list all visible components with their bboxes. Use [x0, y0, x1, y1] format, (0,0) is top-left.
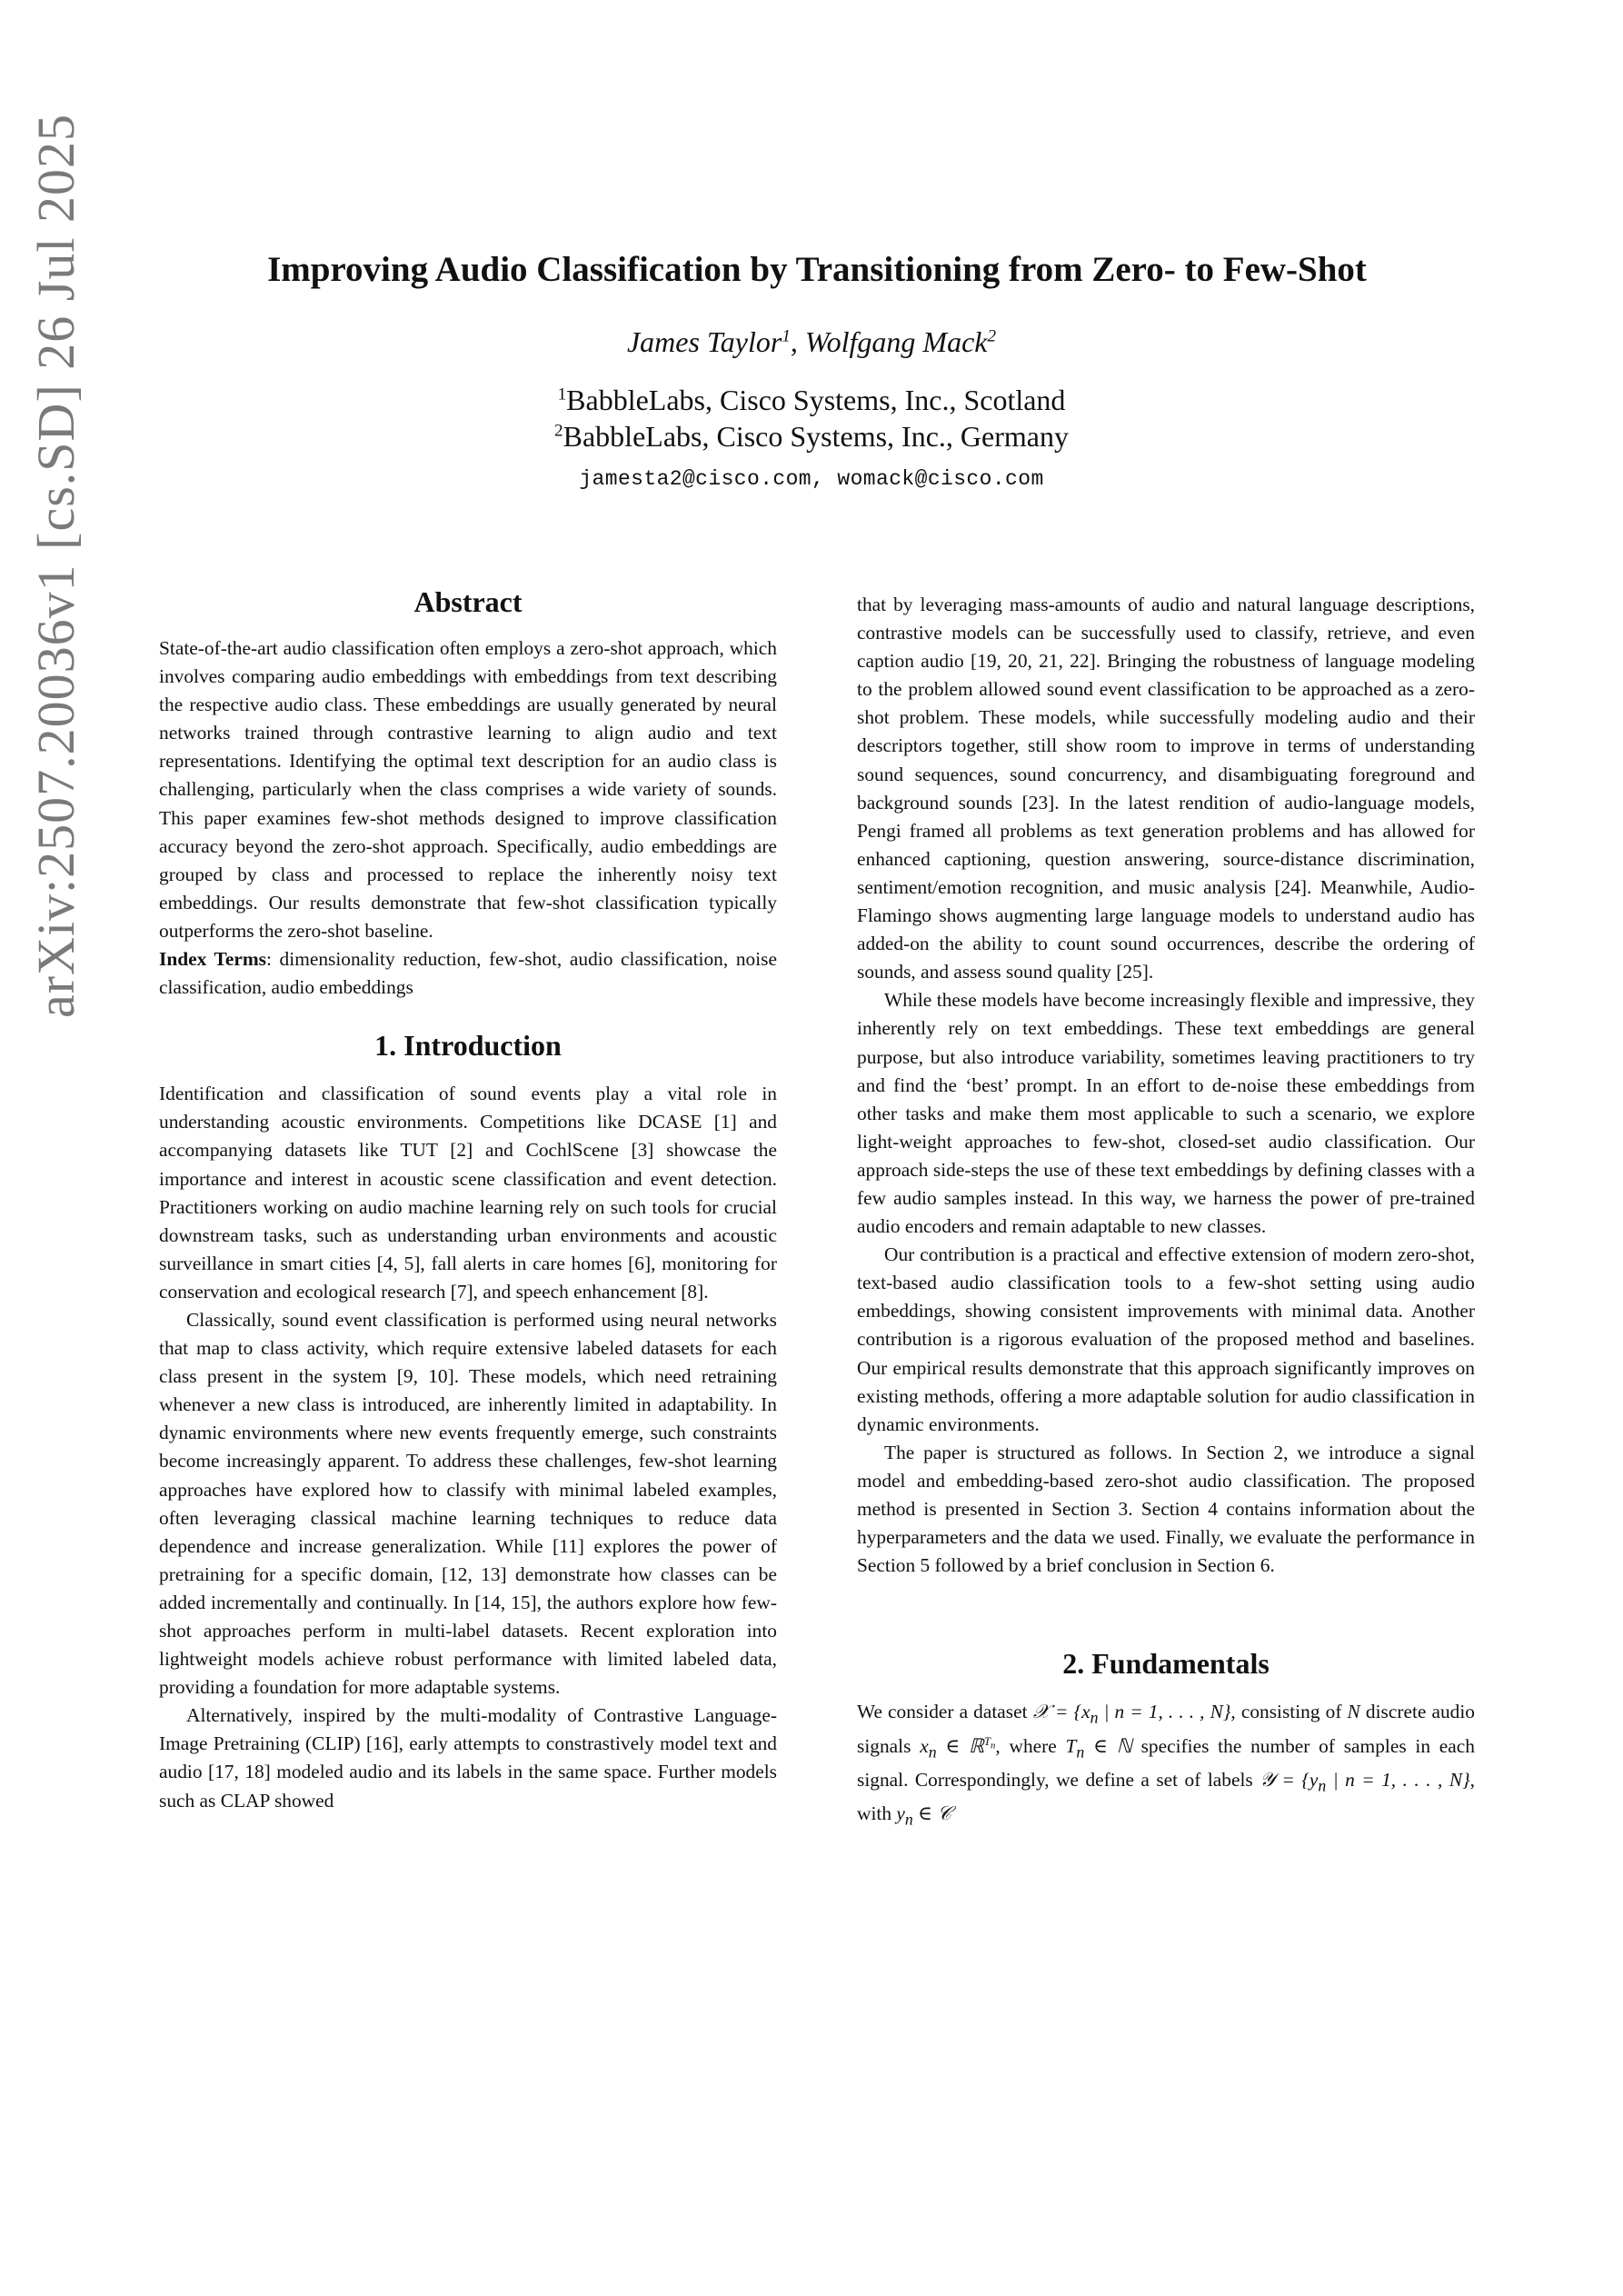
- math-expression: [920, 1734, 996, 1761]
- affiliation-mark: 2: [554, 421, 563, 441]
- math-subscript: n: [1076, 1742, 1085, 1761]
- author-name: Wolfgang Mack: [804, 325, 988, 358]
- affiliation-text: BabbleLabs, Cisco Systems, Inc., Germany: [563, 420, 1069, 453]
- index-terms-label: Index Terms: [159, 948, 266, 971]
- author-list: [0, 324, 1623, 360]
- text-run: , with: [857, 1769, 1475, 1825]
- math-part: ∈ ℝ: [936, 1734, 984, 1757]
- math-expression: [1032, 1701, 1231, 1727]
- text-run: specifies the number of samples in each signal. Correspondingly, we define a set of labels: [857, 1734, 1475, 1792]
- paragraph: [857, 1698, 1475, 1834]
- section-heading-introduction: 1. Introduction: [374, 1029, 562, 1063]
- index-terms-text: : dimensionality reduction, few-shot, audio classification, noise classification, audio embeddings: [159, 948, 778, 999]
- text-run: We consider a dataset: [857, 1701, 1033, 1723]
- author-emails: jamesta2@cisco.com, womack@cisco.com: [579, 467, 1044, 491]
- math-part: 𝒴 = {y: [1260, 1769, 1319, 1792]
- author-name: James Taylor: [626, 325, 782, 358]
- math-superscript: [983, 1734, 996, 1752]
- affiliation-mark: 1: [557, 384, 567, 404]
- math-subscript: n: [904, 1810, 913, 1829]
- math-part: ∈ 𝒞: [912, 1802, 951, 1825]
- author-affiliation-mark: 2: [987, 326, 997, 346]
- abstract-heading: Abstract: [413, 585, 523, 618]
- paragraph: Alternatively, inspired by the multi-modality of Contrastive Language-Image Pretraining (CLIP) [16], early attempts to constrastively model text and audio [17, 18] modeled audio and its labels in the same space. Further models such as CLAP showed: [159, 1704, 777, 1812]
- math-expression: N: [1347, 1701, 1360, 1723]
- math-part: y: [896, 1802, 905, 1825]
- affiliations: [0, 382, 1623, 454]
- paper-header: [0, 245, 1623, 491]
- math-subscript: n: [991, 1740, 996, 1752]
- affiliation: [0, 418, 1623, 454]
- math-expression: [1260, 1769, 1470, 1795]
- index-terms: [159, 945, 777, 1002]
- text-run: discrete audio signals: [857, 1701, 1475, 1757]
- paragraph: Classically, sound event classification is performed using neural networks that map to class activity, which require extensive labeled datasets for each class present in the system [9, 10]. These models, which need retraining whenever a new class is introduced, are inherently limited in adaptability. In dynamic environments where new events frequently emerge, such constraints become increasingly apparent. To address these challenges, few-shot learning approaches have explored how to classify with minimal labeled examples, often leveraging classical machine learning techniques to reduce data dependence and increase generalization. While [11] explores the power of pretraining for a specific domain, [12, 13] demonstrate how classes can be added incrementally and continually. In [14, 15], the authors explore how few-shot approaches perform in multi-label datasets. Recent exploration into lightweight models achieve robust performance with limited labeled data, providing a foundation for more adaptable systems.: [159, 1308, 777, 1699]
- author-separator: ,: [790, 325, 805, 358]
- math-part: T: [983, 1734, 991, 1748]
- math-subscript: n: [928, 1742, 937, 1761]
- text-run: , where: [995, 1734, 1066, 1757]
- left-column: [159, 582, 777, 1815]
- abstract-text: State-of-the-art audio classification often employs a zero-shot approach, which involves comparing audio embeddings with embeddings from text describing the respective audio class. These embeddings are usually generated by neural networks trained through contrastive learning to align audio and text representations. Identifying the optimal text description for an audio class is challenging, particularly when the class comprises a wide variety of sounds. This paper examines few-shot methods designed to improve classification accuracy beyond the zero-shot approach. Specifically, audio embeddings are grouped by class and processed to replace the inherently noisy text embeddings. Our results demonstrate that few-shot classification typically outperforms the zero-shot baseline.: [159, 637, 777, 942]
- paragraph: that by leveraging mass-amounts of audio and natural language descriptions, contrastive models can be successfully used to classify, retrieve, and even caption audio [19, 20, 21, 22]. Bringing the robustness of language modeling to the problem allowed sound event classification to be approached as a zero-shot problem. These models, while successfully modeling audio and their descriptors together, still show room to improve in terms of understanding sound sequences, sound concurrency, and disambiguating foreground and background sounds [23]. In the latest rendition of audio-language models, Pengi framed all problems as text generation problems and has allowed for enhanced captioning, question answering, source-distance discrimination, sentiment/emotion recognition, and music analysis [24]. Meanwhile, Audio-Flamingo shows augmenting large language models to understand audio has added-on the ability to count sound occurrences, describe the ordering of sounds, and assess sound quality [25].: [857, 594, 1475, 983]
- math-expression: [896, 1802, 951, 1829]
- math-part: | n = 1, . . . , N}: [1098, 1701, 1231, 1723]
- math-expression: [1065, 1734, 1132, 1761]
- paragraph: Our contribution is a practical and effective extension of modern zero-shot, text-based audio classification tools to a few-shot setting using audio embeddings, showing consistent improvements with minimal data. Another contribution is a rigorous evaluation of the proposed method and baselines. Our empirical results demonstrate that this approach significantly improves on existing methods, offering a more adaptable solution for audio classification in dynamic environments.: [857, 1243, 1475, 1435]
- math-part: 𝒳 = {x: [1032, 1701, 1090, 1723]
- right-column: [857, 591, 1475, 1834]
- paragraph: The paper is structured as follows. In Section 2, we introduce a signal model and embedding-based zero-shot audio classification. The proposed method is presented in Section 3. Section 4 contains information about the hyperparameters and the data we used. Finally, we evaluate the performance in Section 5 followed by a brief conclusion in Section 6.: [857, 1441, 1475, 1577]
- math-part: ∈ ℕ: [1084, 1734, 1132, 1757]
- paragraph: While these models have become increasingly flexible and impressive, they inherently rely on text embeddings. These text embeddings are general purpose, but also introduce variability, sometimes leaving practitioners to try and find the ‘best’ prompt. In an effort to de-noise these embeddings from other tasks and make them most applicable to such a scenario, we explore light-weight approaches to few-shot, closed-set audio classification. Our approach side-steps the use of these text embeddings by defining classes with a few audio samples instead. In this way, we harness the power of pre-trained audio encoders and remain adaptable to new classes.: [857, 989, 1475, 1238]
- affiliation: [0, 382, 1623, 418]
- text-run: , consisting of: [1230, 1701, 1348, 1723]
- math-subscript: n: [1090, 1708, 1099, 1727]
- math-part: T: [1065, 1734, 1077, 1757]
- paragraph: Identification and classification of sound events play a vital role in understanding acoustic environments. Competitions like DCASE [1] and accompanying datasets like TUT [2] and CochlScene [3] showcase the importance and interest in acoustic scene classification and event detection. Practitioners working on audio machine learning rely on such tools for crucial downstream tasks, such as understanding urban environments and acoustic surveillance in smart cities [4, 5], fall alerts in care homes [6], monitoring for conservation and ecological research [7], and speech enhancement [8].: [159, 1083, 777, 1303]
- affiliation-text: BabbleLabs, Cisco Systems, Inc., Scotland: [566, 384, 1066, 416]
- math-part: | n = 1, . . . , N}: [1326, 1769, 1470, 1792]
- paper-title: Improving Audio Classification by Transitioning from Zero- to Few-Shot: [267, 250, 1367, 289]
- math-subscript: n: [1318, 1776, 1327, 1795]
- author-affiliation-mark: 1: [782, 326, 791, 346]
- arxiv-identifier: arXiv:2507.20036v1 [cs.SD] 26 Jul 2025: [26, 114, 85, 1018]
- section-heading-fundamentals: 2. Fundamentals: [1062, 1647, 1270, 1681]
- math-part: x: [920, 1734, 929, 1757]
